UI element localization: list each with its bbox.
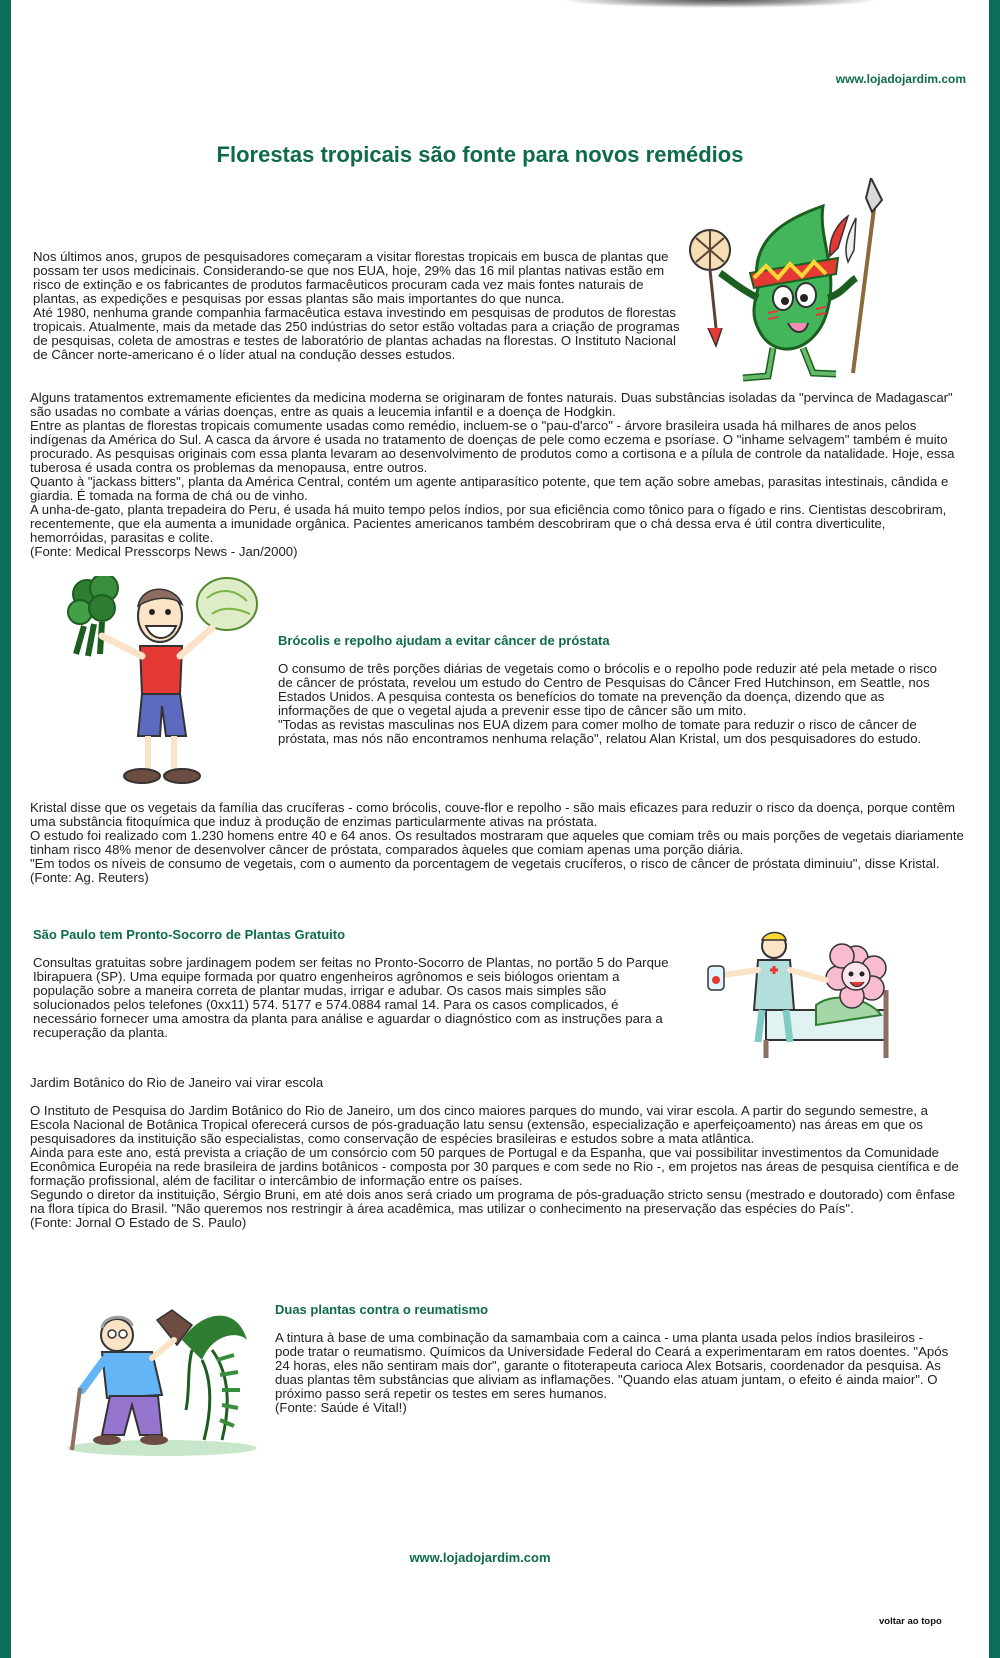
old-man-fern-illustration <box>62 1300 257 1460</box>
article5-paragraph: A tintura à base de uma combinação da samambaia com a cainca - uma planta usada pelos índios brasileiros - pode tratar o reumatismo. Químicos da Universidade Federal do Ceará a experimentaram em ratos doentes. "Após 24 horas, eles não sentiram mais dor", garante o fitoterapeuta carioca Alex Botsaris, coordenador da pesquisa. As duas plantas têm substâncias que aliviam as inflamações. "Quando elas atuam juntam, o efeito é ainda maior". O próximo passo será repetir os testes em seres humanos. <box>275 1330 949 1401</box>
article2-title: Brócolis e repolho ajudam a evitar câncer de próstata <box>278 633 610 648</box>
article4-paragraph: Segundo o diretor da instituição, Sérgio Bruni, em até dois anos será criado um programa de pós-graduação stricto sensu (mestrado e doutorado) com ênfase na flora típica do Brasil. "Não queremos nos restringir à área acadêmica, mas utilizar o conhecimento na preservação das espécies do País". <box>30 1187 956 1216</box>
article1-paragraph: Alguns tratamentos extremamente eficientes da medicina moderna se originaram de fontes naturais. Duas substâncias isoladas da "pervinca de Madagascar" são usadas no combate a várias doenças, entre as quais a leucemia infantil e a doença de Hodgkin. <box>30 390 953 419</box>
plant-doctor-illustration <box>696 930 901 1060</box>
article3 <box>33 927 683 1040</box>
article5 <box>275 1302 955 1415</box>
article2-paragraph: Kristal disse que os vegetais da família das crucíferas - como brócolis, couve-flor e repolho - são mais eficazes para reduzir o risco da doença, porque contêm uma substância fitoquímica que induz à produção de enzimas particularmente ativas na próstata. <box>30 800 956 829</box>
broccoli-cabbage-man-illustration <box>62 576 262 791</box>
article1-intro <box>33 250 688 362</box>
top-shadow-decoration <box>560 0 880 8</box>
article2-body <box>30 801 965 885</box>
article4-paragraph: Ainda para este ano, está prevista a criação de um consórcio com 50 parques de Portugal e da Espanha, que vai possibilitar investimentos da Comunidade Econômica Européia na rede brasileira de jardins botânicos - composta por 30 parques e com sede no Rio -, em projetos nas áreas de pesquisa científica e de formação profissional, além de facilitar o intercâmbio de informação entre os países. <box>30 1145 959 1188</box>
article2-paragraph: "Todas as revistas masculinas nos EUA dizem para comer molho de tomate para reduzir o risco de câncer de próstata, mas nós não encontramos nenhuma relação", relatou Alan Kristal, um dos pesquisadores do estudo. <box>278 717 922 746</box>
article4 <box>30 1076 965 1230</box>
article3-title: São Paulo tem Pronto-Socorro de Plantas Gratuito <box>33 927 346 942</box>
page-border-right <box>989 0 1000 1658</box>
article1-paragraph: Quanto à "jackass bitters", planta da América Central, contém um agente antiparasítico potente, que tem ação sobre amebas, parasitas intestinais, cândida e giardia. É tomada na forma de chá ou de vinho. <box>30 474 949 503</box>
page-title: Florestas tropicais são fonte para novos remédios <box>216 142 744 167</box>
page-border-left <box>0 0 11 1658</box>
article1-source: (Fonte: Medical Presscorps News - Jan/2000) <box>30 544 298 559</box>
article2-paragraph: O estudo foi realizado com 1.230 homens entre 40 e 64 anos. Os resultados mostraram que aqueles que comiam três ou mais porções de vegetais diariamente tinham risco 48% menor de desenvolver câncer de próstata, comparados àqueles que comiam apenas uma porção diária. <box>30 828 964 857</box>
article5-source: (Fonte: Saúde é Vital!) <box>275 1400 407 1415</box>
article1-paragraph: Entre as plantas de florestas tropicais comumente usadas como remédio, incluem-se o "pau-d'arco" - árvore brasileira usada há milhares de anos pelos indígenas da América do Sul. A casca da árvore é usada no tratamento de doenças de pele como eczema e psoríase. O "inhame selvagem" também é muito procurado. As pesquisas originais com essa planta levaram ao desenvolvimento de produtos como a cortisona e a pílula de controle da natalidade. Hoje, essa tuberosa é usada contra os problemas da menopausa, entre outros. <box>30 418 955 475</box>
back-to-top-link[interactable]: voltar ao topo <box>879 1616 942 1627</box>
site-link-bottom[interactable]: www.lojadojardim.com <box>409 1550 551 1565</box>
article3-paragraph: Consultas gratuitas sobre jardinagem podem ser feitas no Pronto-Socorro de Plantas, no portão 5 do Parque Ibirapuera (SP). Uma equipe formada por quatro engenheiros agrônomos e seis biólogos orientam a população sobre a maneira correta de plantar mudas, irrigar e adubar. Os casos mais simples são solucionados pelos telefones (0xx11) 574. 5177 e 574.0884 ramal 14. Para os casos complicados, é necessário fornecer uma amostra da planta para análise e aguardar o diagnóstico com as instruções para a recuperação da planta. <box>33 955 669 1040</box>
article1-paragraph: Até 1980, nenhuma grande companhia farmacêutica estava investindo em pesquisas de produtos de florestas tropicais. Atualmente, mais da metade das 250 indústrias do setor estão voltadas para a criação de programas de pesquisas, coleta de amostras e testes de laboratório de plantas achadas na florestas. O Instituto Nacional de Câncer norte-americano é o líder atual na condução desses estudos. <box>33 305 680 362</box>
article2-paragraph: "Em todos os níveis de consumo de vegetais, com o aumento da porcentagem de vegetais crucíferos, o risco de câncer de próstata diminuiu", disse Kristal. <box>30 856 940 871</box>
article5-title: Duas plantas contra o reumatismo <box>275 1302 489 1317</box>
leaf-warrior-illustration <box>688 178 893 388</box>
site-link-top[interactable]: www.lojadojardim.com <box>835 72 966 86</box>
article1-paragraph: A unha-de-gato, planta trepadeira do Peru, é usada há muito tempo pelos índios, por sua eficiência como tônico para o fígado e rins. Cientistas descobriram, recentemente, que ela aumenta a imunidade orgânica. Pacientes americanos também descobriram que o chá dessa erva é útil contra diverticulite, hemorróidas, parasitas e colite. <box>30 502 947 545</box>
article2-source: (Fonte: Ag. Reuters) <box>30 870 149 885</box>
article4-title: Jardim Botânico do Rio de Janeiro vai virar escola <box>30 1075 324 1090</box>
article2-paragraph: O consumo de três porções diárias de vegetais como o brócolis e o repolho pode reduzir até pela metade o risco de câncer de próstata, revelou um estudo do Centro de Pesquisas do Câncer Fred Hutchinson, em Seattle, nos Estados Unidos. A pesquisa contesta os benefícios do tomate na prevenção da doença, dizendo que as informações de que o vegetal ajuda a prevenir esse tipo de câncer são um mito. <box>278 661 938 718</box>
article4-source: (Fonte: Jornal O Estado de S. Paulo) <box>30 1215 247 1230</box>
article1-body <box>30 391 965 559</box>
article1-paragraph: Nos últimos anos, grupos de pesquisadores começaram a visitar florestas tropicais em busca de plantas que possam ter usos medicinais. Considerando-se que nos EUA, hoje, 29% das 16 mil plantas nativas estão em risco de extinção e os fabricantes de produtos farmacêuticos procuram cada vez mais fontes naturais de plantas, as expedições e pesquisas por essas plantas são mais importantes do que nunca. <box>33 249 669 306</box>
article4-paragraph: O Instituto de Pesquisa do Jardim Botânico do Rio de Janeiro, um dos cinco maiores parques do mundo, vai virar escola. A partir do segundo semestre, a Escola Nacional de Botânica Tropical oferecerá cursos de pós-graduação latu sensu (extensão, especialização e aperfeiçoamento) nas áreas em que os pesquisadores da instituição são especialistas, como conservação de espécies brasileiras e estudos sobre a mata atlântica. <box>30 1103 928 1146</box>
article2-intro <box>278 633 953 746</box>
